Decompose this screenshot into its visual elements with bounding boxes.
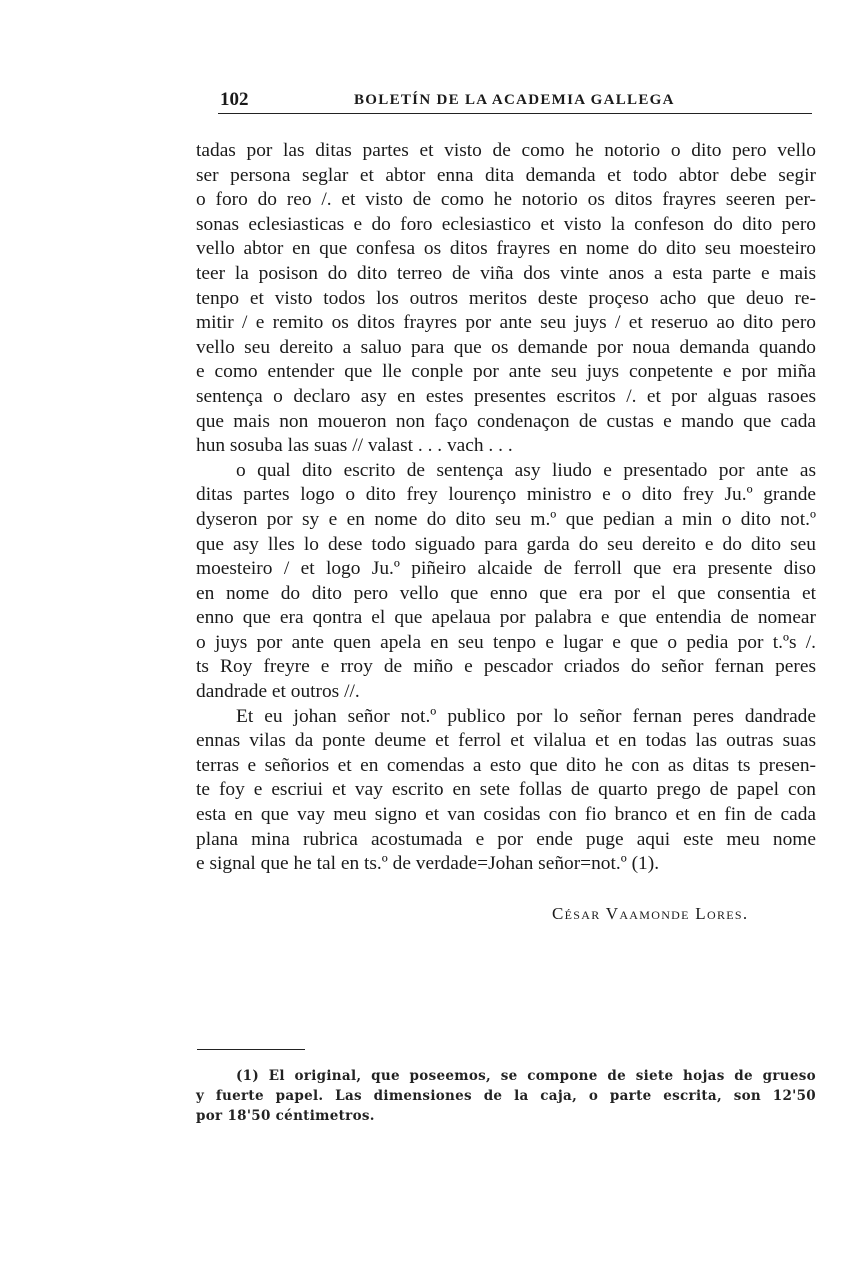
text-line: sonas eclesiasticas e do foro eclesiastico et visto la confeson do dito pero (196, 213, 816, 235)
text-line: o qual dito escrito de sentença asy liudo e presentado por ante as (236, 459, 816, 481)
text-line: sentença o declaro asy en estes presentes escritos /. et por alguas rasoes (196, 385, 816, 407)
text-line: plana mina rubrica acostumada e por ende puge aqui este meu nome (196, 828, 816, 850)
footnote-line: (1) El original, que poseemos, se compone de siete hojas de grueso (236, 1068, 816, 1084)
text-line: te foy e escriui et vay escrito en sete follas de quarto prego de papel con (196, 779, 816, 801)
footnote (196, 1066, 816, 1126)
text-line: Et eu johan señor not.º publico por lo señor fernan peres dandrade (236, 705, 816, 727)
text-line: terras e señorios et en comendas a esto que dito he con as ditas ts presen- (196, 754, 816, 776)
text-line: dandrade et outros //. (196, 681, 360, 703)
text-line: tenpo et visto todos los outros meritos deste proçeso acho que deuo re- (196, 287, 816, 309)
text-line: hun sosuba las suas // valast . . . vach . . . (196, 435, 513, 457)
header-rule (218, 113, 812, 114)
text-line: e como entender que lle conple por ante seu juys conpetente e por miña (196, 361, 816, 383)
text-line: que asy lles lo dese todo siguado para garda do seu dereito e do dito seu (196, 533, 816, 555)
author-signature: César Vaamonde Lores. (552, 904, 749, 923)
text-line: o juys por ante quen apela en seu tenpo e lugar e que o pedia por t.ºs /. (196, 631, 816, 653)
text-line: ser persona seglar et abtor enna dita demanda et todo abtor debe segir (196, 164, 816, 186)
text-line: tadas por las ditas partes et visto de como he notorio o dito pero vello (196, 140, 816, 161)
text-line: vello seu dereito a saluo para que os demande por noua demanda quando (196, 336, 816, 358)
running-head (218, 86, 812, 110)
page-number: 102 (220, 89, 249, 110)
text-line: e signal que he tal en ts.º de verdade=Johan señor=not.º (1). (196, 853, 660, 875)
text-line: dyseron por sy e en nome do dito seu m.º que pedian a min o dito not.º (196, 508, 816, 530)
text-line: vello abtor en que confesa os ditos frayres en nome do dito seu moesteiro (196, 238, 816, 260)
text-line: mitir / e remito os ditos frayres por ante seu juys / et reseruo ao dito pero (196, 312, 816, 334)
text-line: enno que era qontra el que apelaua por palabra e que entendia de nomear (196, 607, 816, 629)
body-text (196, 139, 816, 877)
text-line: ts Roy freyre e rroy de miño e pescador criados do señor fernan peres (196, 656, 816, 678)
footnote-rule (197, 1049, 305, 1050)
footnote-line: por 18'50 céntimetros. (196, 1108, 375, 1124)
text-line: que mais non moueron non faço condenaçon de custas e mando que cada (196, 410, 816, 432)
journal-title: BOLETÍN DE LA ACADEMIA GALLEGA (354, 92, 675, 108)
text-line: ennas vilas da ponte deume et ferrol et vilalua et en todas las outras suas (196, 730, 816, 752)
footnote-line: y fuerte papel. Las dimensiones de la caja, o parte escrita, son 12'50 (196, 1088, 816, 1104)
text-line: en nome do dito pero vello que enno que era por el que consentia et (196, 582, 816, 604)
text-line: o foro do reo /. et visto de como he notorio os ditos frayres seeren per- (196, 189, 816, 211)
text-line: esta en que vay meu signo et van cosidas con fio branco et en fin de cada (196, 804, 816, 826)
text-line: ditas partes logo o dito frey lourenço ministro e o dito frey Ju.º grande (196, 484, 816, 506)
text-line: moesteiro / et logo Ju.º piñeiro alcaide de ferroll que era presente diso (196, 558, 816, 580)
text-line: teer la posison do dito terreo de viña dos vinte anos a esta parte e mais (196, 262, 816, 284)
